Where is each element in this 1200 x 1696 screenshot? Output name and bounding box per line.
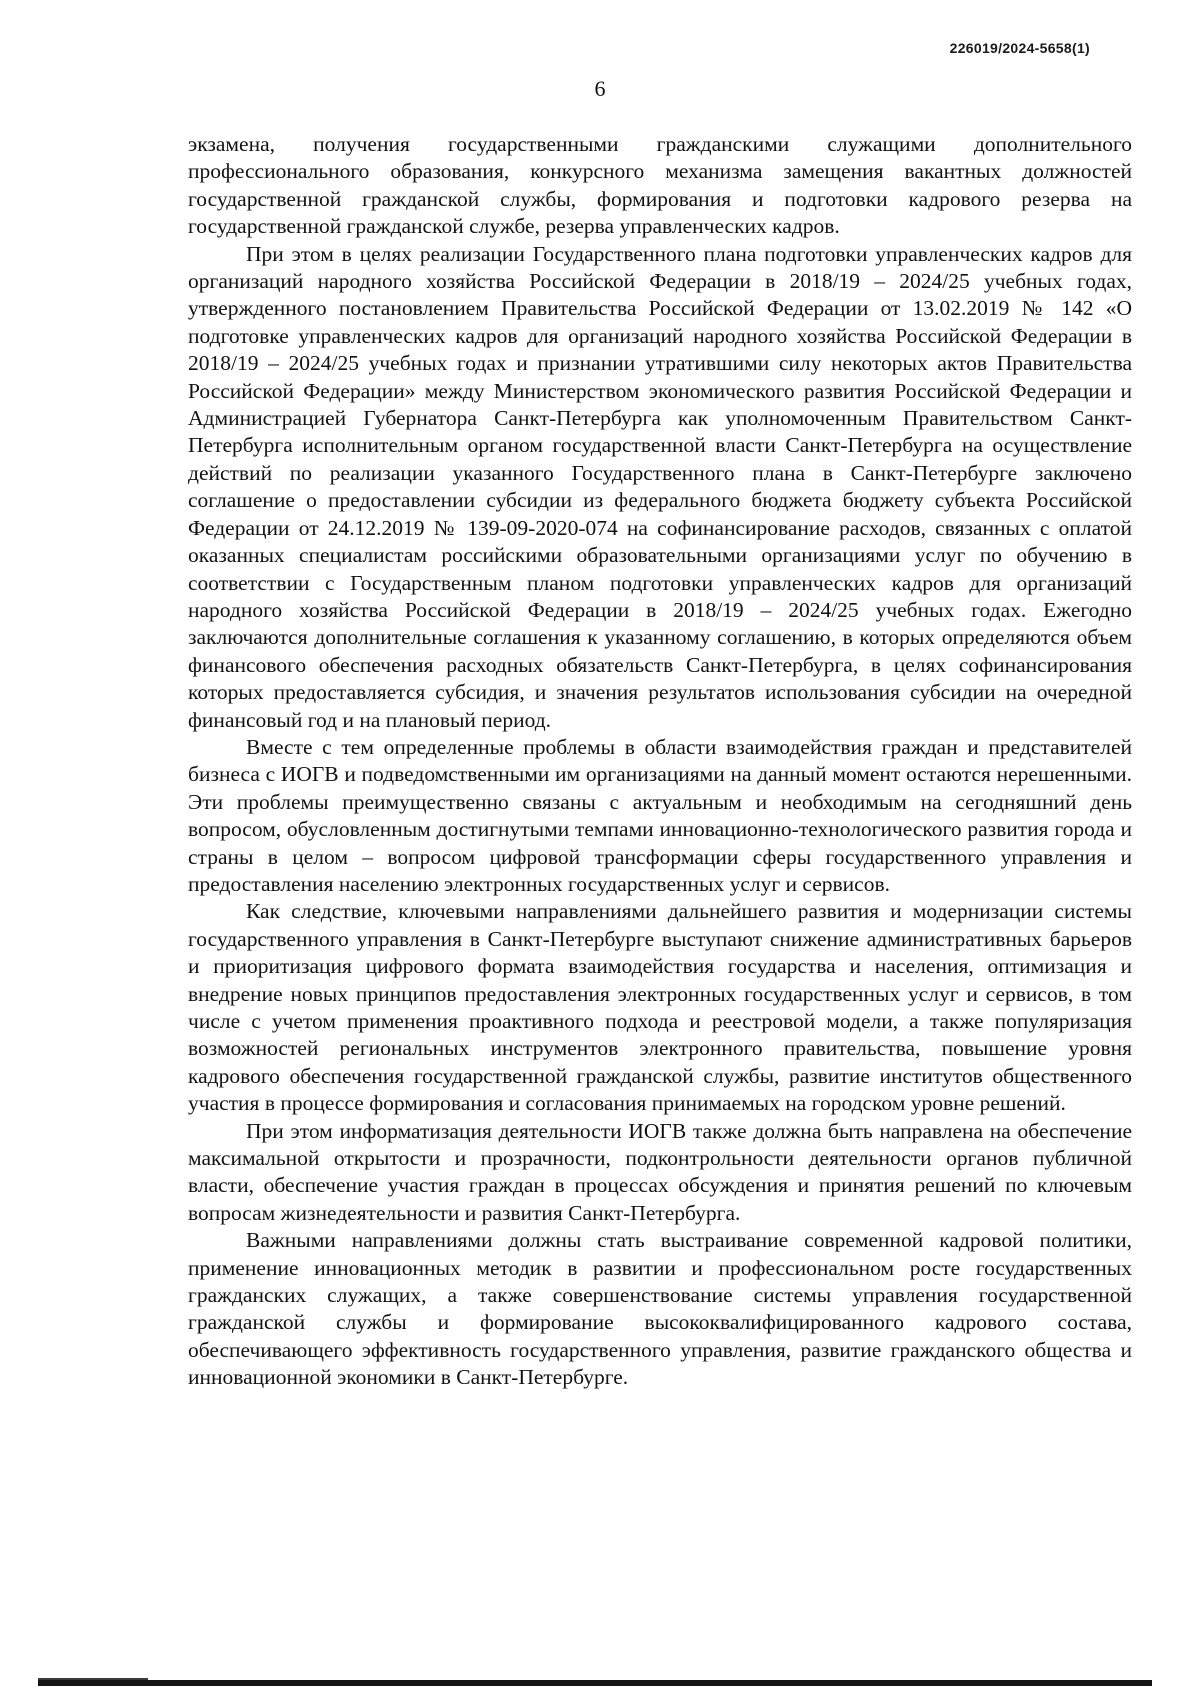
paragraph-3: Вместе с тем определенные проблемы в области взаимодействия граждан и представителей бизнеса с ИОГВ и подведомственными им организациями на данный момент остаются нерешенными. Эти проблемы преимущественно связаны с актуальным и необходимым на сегодняшний день вопросом, обусловленным достигнутыми темпами инновационно-технологического развития города и страны в целом – вопросом цифровой трансформации сферы государственного управления и предоставления населению электронных государственных услуг и сервисов. — [188, 734, 1132, 896]
paragraph-4: Как следствие, ключевыми направлениями дальнейшего развития и модернизации системы государственного управления в Санкт-Петербурге выступают снижение административных барьеров и приоритизация цифрового формата взаимодействия государства и населения, оптимизация и внедрение новых принципов предоставления электронных государственных услуг и сервисов, в том числе с учетом применения проактивного подхода и реестровой модели, а также популяризация возможностей региональных инструментов электронного правительства, повышение уровня кадрового обеспечения государственной гражданской службы, развитие институтов общественного участия в процессе формирования и согласования принимаемых на городском уровне решений. — [188, 899, 1132, 1116]
document-body — [188, 131, 1132, 1392]
page-number: 6 — [594, 76, 606, 101]
paragraph-1: экзамена, получения государственными гражданскими служащими дополнительного профессионального образования, конкурсного механизма замещения вакантных должностей государственной гражданской службы, формирования и подготовки кадрового резерва на государственной гражданской службе, резерва управленческих кадров. — [188, 132, 1132, 239]
page-bottom-border — [38, 1680, 1152, 1686]
paragraph-5: При этом информатизация деятельности ИОГВ также должна быть направлена на обеспечение максимальной открытости и прозрачности, подконтрольности деятельности органов публичной власти, обеспечение участия граждан в процессах обсуждения и принятия решений по ключевым вопросам жизнедеятельности и развития Санкт-Петербурга. — [188, 1118, 1132, 1225]
paragraph-6: Важными направлениями должны стать выстраивание современной кадровой политики, применение инновационных методик в развитии и профессиональном росте государственных гражданских служащих, а также совершенствование системы управления государственной гражданской службы и формирование высококвалифицированного кадрового состава, обеспечивающего эффективность государственного управления, развитие гражданского общества и инновационной экономики в Санкт-Петербурге. — [188, 1228, 1132, 1390]
paragraph-2: При этом в целях реализации Государственного плана подготовки управленческих кадров для организаций народного хозяйства Российской Федерации в 2018/19 – 2024/25 учебных годах, утвержденного постановлением Правительства Российской Федерации от 13.02.2019 № 142 «О подготовке управленческих кадров для организаций народного хозяйства Российской Федерации в 2018/19 – 2024/25 учебных годах и признании утратившими силу некоторых актов Правительства Российской Федерации» между Министерством экономического развития Российской Федерации и Администрацией Губернатора Санкт-Петербурга как уполномоченным Правительством Санкт-Петербурга исполнительным органом государственной власти Санкт-Петербурга на осуществление действий по реализации указанного Государственного плана в Санкт-Петербурге заключено соглашение о предоставлении субсидии из федерального бюджета бюджету субъекта Российской Федерации от 24.12.2019 № 139-09-2020-074 на софинансирование расходов, связанных с оплатой оказанных специалистам российскими образовательными организациями услуг по обучению в соответствии с Государственным планом подготовки управленческих кадров для организаций народного хозяйства Российской Федерации в 2018/19 – 2024/25 учебных годах. Ежегодно заключаются дополнительные соглашения к указанному соглашению, в которых определяются объем финансового обеспечения расходных обязательств Санкт-Петербурга, в целях софинансирования которых предоставляется субсидия, и значения результатов использования субсидии на очередной финансовый год и на плановый период. — [188, 241, 1132, 732]
document-registration-number: 226019/2024-5658(1) — [949, 40, 1090, 56]
